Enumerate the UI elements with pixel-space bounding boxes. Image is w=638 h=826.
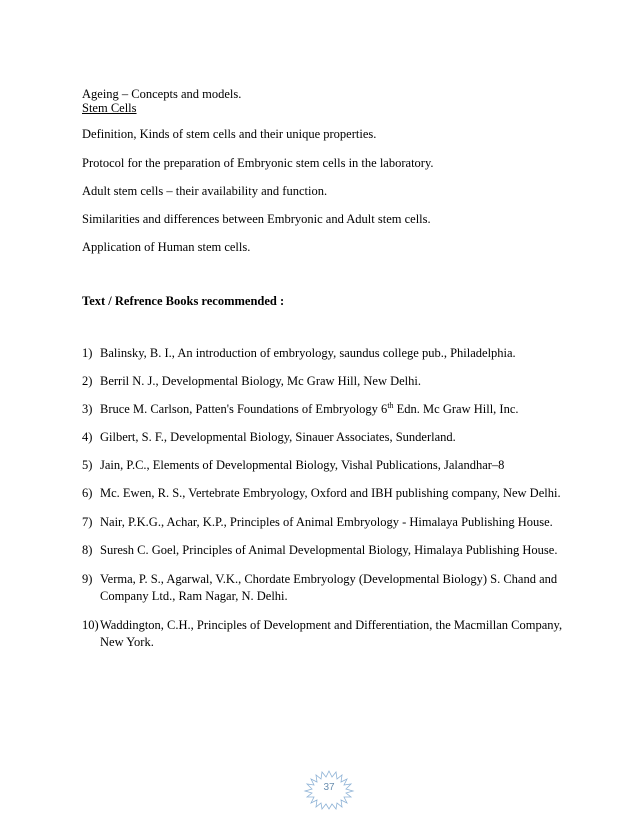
topic-adult-stem-cells: Adult stem cells – their availability and function.: [82, 184, 328, 198]
references-heading: Text / Refrence Books recommended :: [82, 294, 285, 308]
reference-text: Mc. Ewen, R. S., Vertebrate Embryology, Oxford and IBH publishing company, New Delhi.: [100, 486, 561, 500]
page-number-badge: [303, 770, 355, 810]
topic-applications: Application of Human stem cells.: [82, 240, 251, 254]
reference-item: [82, 401, 582, 418]
reference-number: 2): [82, 374, 93, 388]
reference-item: [82, 345, 582, 362]
reference-text: Balinsky, B. I., An introduction of embryology, saundus college pub., Philadelphia.: [100, 346, 516, 360]
reference-item: [82, 571, 582, 605]
reference-number: 10): [82, 618, 99, 632]
reference-number: 1): [82, 346, 93, 360]
section-heading-stem-cells: Stem Cells: [82, 101, 137, 115]
reference-item: [82, 617, 582, 651]
reference-number: 9): [82, 572, 93, 586]
topic-ageing: Ageing – Concepts and models.: [82, 87, 242, 101]
topic-stem-cell-definition: Definition, Kinds of stem cells and their unique properties.: [82, 127, 377, 141]
reference-item: [82, 457, 582, 474]
reference-number: 8): [82, 543, 93, 557]
reference-item: [82, 373, 582, 390]
reference-text: Berril N. J., Developmental Biology, Mc Graw Hill, New Delhi.: [100, 374, 422, 388]
edition-superscript: th: [387, 400, 394, 410]
reference-text: Nair, P.K.G., Achar, K.P., Principles of Animal Embryology - Himalaya Publishing House.: [100, 515, 553, 529]
reference-number: 3): [82, 402, 93, 416]
reference-item: [82, 429, 582, 446]
reference-text-part: Edn. Mc Graw Hill, Inc.: [393, 402, 519, 416]
reference-text: Verma, P. S., Agarwal, V.K., Chordate Embryology (Developmental Biology) S. Chand and Company Ltd., Ram Nagar, N. Delhi.: [100, 572, 558, 603]
reference-number: 5): [82, 458, 93, 472]
reference-item: [82, 514, 582, 531]
reference-text-part: Bruce M. Carlson, Patten's Foundations of Embryology 6: [100, 402, 388, 416]
reference-text: Gilbert, S. F., Developmental Biology, Sinauer Associates, Sunderland.: [100, 430, 456, 444]
reference-text: Waddington, C.H., Principles of Development and Differentiation, the Macmillan Company, New York.: [100, 618, 563, 649]
reference-number: 4): [82, 430, 93, 444]
topic-similarities: Similarities and differences between Embryonic and Adult stem cells.: [82, 212, 431, 226]
reference-item: [82, 542, 582, 559]
page-number: 37: [323, 782, 335, 793]
topic-embryonic-protocol: Protocol for the preparation of Embryonic stem cells in the laboratory.: [82, 156, 434, 170]
reference-text: Suresh C. Goel, Principles of Animal Developmental Biology, Himalaya Publishing House.: [100, 543, 558, 557]
reference-item: [82, 485, 582, 502]
reference-number: 7): [82, 515, 93, 529]
reference-text: [100, 401, 582, 418]
reference-number: 6): [82, 486, 93, 500]
reference-text: Jain, P.C., Elements of Developmental Biology, Vishal Publications, Jalandhar–8: [100, 458, 505, 472]
